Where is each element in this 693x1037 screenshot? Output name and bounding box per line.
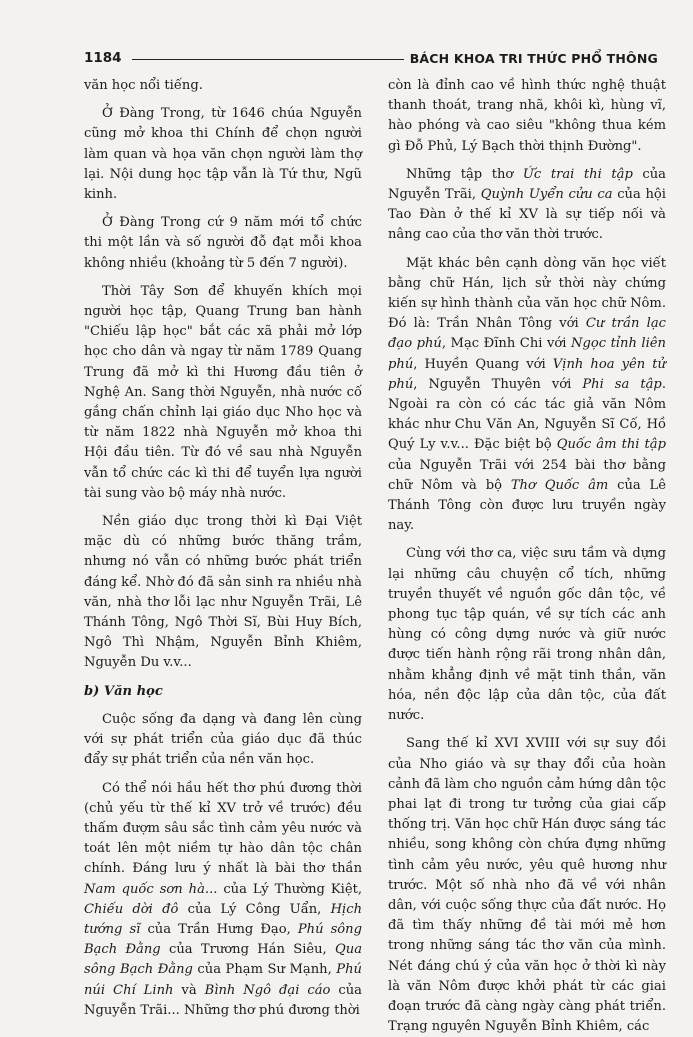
running-header [84,44,658,66]
work-title: Bình Ngô đại cáo [204,982,331,998]
paragraph: văn học nổi tiếng. [84,78,203,93]
work-title: Chiếu dời đô [84,901,179,917]
work-title: Phú sông Bạch Đằng [84,921,362,958]
paragraph: Sang thế kỉ XVI XVIII với sự suy đồi của Nho giáo và sự thay đổi của hoàn cảnh đã làm cho nguồn cảm hứng dân tộc phai lạt đi trong tư tưởng của giai cấp thống trị. Văn học chữ Hán được sáng tác nhiều, song không còn chứa đựng những tình cảm yêu nước, yêu quê hương như trước. Một số nhà nho đã về với nhân dân, với cuộc sống thực của đất nước. Họ đã tìm thấy những đề tài mới mẻ hơn trong những sáng tác thơ văn của mình. Nét đáng chú ý của văn học ở thời kì này là văn Nôm được khởi phát từ các giai đoạn trước đã càng ngày càng phát triển. Trạng nguyên Nguyễn Bỉnh Khiêm, các [388,736,666,1035]
right-column [388,76,666,1037]
work-title: Cư trần lạc đạo phú [388,316,666,352]
paragraph: Những tập thơ Ức trai thi tập của Nguyễn Trãi, Quỳnh Uyển cửu ca của hội Tao Đàn ở thế kỉ XV là sự tiếp nối và nâng cao của thơ văn thời trước. [388,166,666,243]
paragraph: còn là đỉnh cao về hình thức nghệ thuật thanh thoát, trang nhã, khôi kì, hùng vĩ, hào phóng và cao siêu "không thua kém gì Đỗ Phủ, Lý Bạch thời thịnh Đường". [388,78,666,154]
paragraph: Cùng với thơ ca, việc sưu tầm và dựng lại những câu chuyện cổ tích, những truyền thuyết về nguồn gốc dân tộc, về phong tục tập quán, về sự tích các anh hùng có công dựng nước và giữ nước được tiến hành rộng rãi trong nhân dân, nhằm khẳng định về mặt tinh thần, văn hóa, nền độc lập của dân tộc, của đất nước. [388,546,666,724]
work-title: Ngọc tỉnh liên phú [388,336,666,372]
work-title: Thơ Quốc âm [510,477,609,493]
work-title: Quỳnh Uyển cửu ca [480,187,613,203]
paragraph: Cuộc sống đa dạng và đang lên cùng với sự phát triển của giáo dục đã thúc đẩy sự phát triển của nền văn học. [84,711,362,768]
work-title: Phi sa tập [582,376,662,392]
paragraph: Có thể nói hầu hết thơ phú đương thời (chủ yếu từ thế kỉ XV trở về trước) đều thấm đượm sâu sắc tình cảm yêu nước và toát lên một niềm tự hào dân tộc chân chính. Đáng lưu ý nhất là bài thơ thần Nam quốc sơn hà... của Lý Thường Kiệt, Chiếu dời đô của Lý Công Uẩn, Hịch tướng sĩ của Trần Hưng Đạo, Phú sông Bạch Đằng của Trương Hán Siêu, Qua sông Bạch Đằng của Phạm Sư Mạnh, Phú núi Chí Linh và Bình Ngô đại cáo của Nguyễn Trãi... Những thơ phú đương thời [84,780,363,1018]
paragraph: Mặt khác bên cạnh dòng văn học viết bằng chữ Hán, lịch sử thời này chứng kiến sự hình thành của văn học chữ Nôm. Đó là: Trần Nhân Tông với Cư trần lạc đạo phú, Mạc Đĩnh Chi với Ngọc tỉnh liên phú, Huyền Quang với Vịnh hoa yên tử phú, Nguyễn Thuyên với Phi sa tập. Ngoài ra còn có các tác giả văn Nôm khác như Chu Văn An, Nguyễn Sĩ Cố, Hồ Quý Ly v.v... Đặc biệt bộ Quốc âm thi tập của Nguyễn Trãi với 254 bài thơ bằng chữ Nôm và bộ Thơ Quốc âm của Lê Thánh Tông còn được lưu truyền ngày nay. [388,255,667,534]
left-column [84,76,362,1021]
section-heading: b) Văn học [84,683,163,699]
header-rule [132,59,404,60]
work-title: Ức trai thi tập [522,166,633,182]
paragraph: Nền giáo dục trong thời kì Đại Việt mặc dù có những bước thăng trầm, nhưng nó vẫn có những bước phát triển đáng kể. Nhờ đó đã sản sinh ra nhiều nhà văn, nhà thơ lỗi lạc như Nguyễn Trãi, Lê Thánh Tông, Ngô Thời Sĩ, Bùi Huy Bích, Ngô Thì Nhậm, Nguyễn Bỉnh Khiêm, Nguyễn Du v.v... [84,514,362,671]
work-title: Nam quốc sơn hà [84,881,205,897]
paragraph: Thời Tây Sơn để khuyến khích mọi người học tập, Quang Trung ban hành "Chiếu lập học" bắt các xã phải mở lớp học cho dân và ngay từ năm 1789 Quang Trung đã mở kì thi Hương đầu tiên ở Nghệ An. Sang thời Nguyễn, nhà nước cố gắng chấn chỉnh lại giáo dục Nho học và từ năm 1822 nhà Nguyễn mở khoa thi Hội đầu tiên. Từ đó về sau nhà Nguyễn vẫn tổ chức các kì thi để tuyển lựa người tài sung vào bộ máy nhà nước. [84,283,362,501]
work-title: Hịch tướng sĩ [84,901,362,937]
paragraph: Ở Đàng Trong, từ 1646 chúa Nguyễn cũng mở khoa thi Chính để chọn người làm quan và họa văn chọn người làm thợ lại. Nội dung học tập vẫn là Tứ thư, Ngũ kinh. [84,106,362,203]
running-title: BÁCH KHOA TRI THỨC PHỔ THÔNG [409,51,658,66]
work-title: Quốc âm thi tập [556,437,666,453]
work-title: Phú núi Chí Linh [84,962,362,998]
paragraph: Ở Đàng Trong cứ 9 năm mới tổ chức thi một lần và số người đỗ đạt mỗi khoa không nhiều (khoảng từ 5 đến 7 người). [84,215,362,271]
work-title: Qua sông Bạch Đằng [84,942,363,978]
work-title: Vịnh hoa yên tử phú [388,356,666,392]
page-number: 1184 [84,50,122,66]
